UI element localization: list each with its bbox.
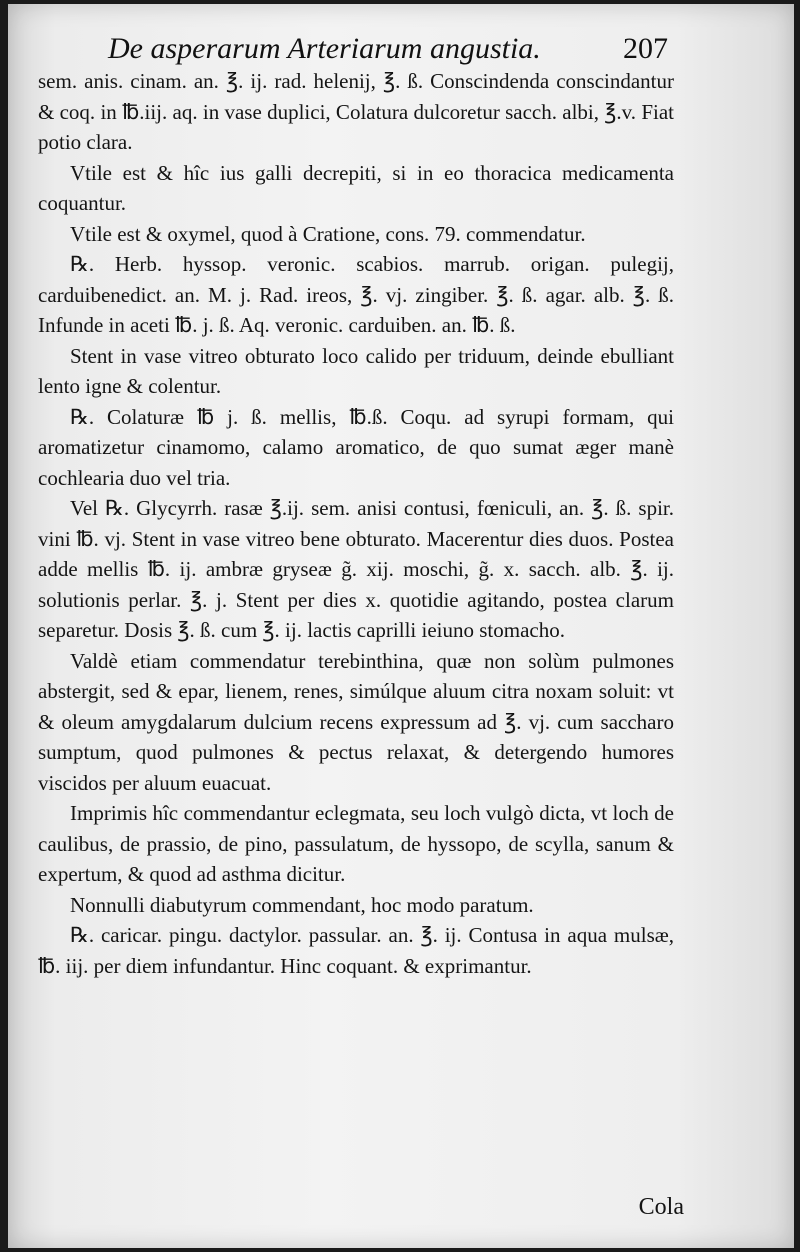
- paragraph: Imprimis hîc commendantur eclegmata, seu loch vulgò dicta, vt loch de caulibus, de prassio, de pino, passulatum, de hyssopo, de scylla, sanum & expertum, & quod ad asthma dicitur.: [38, 801, 674, 886]
- running-title: De asperarum Arteriarum angustia.: [108, 32, 541, 65]
- book-page: [8, 4, 794, 1248]
- paragraph: Vtile est & oxymel, quod à Cratione, cons. 79. commendatur.: [70, 221, 586, 246]
- paragraph: ℞. Colaturæ ℔ j. ß. mellis, ℔.ß. Coqu. ad syrupi formam, qui aromatizetur cinamomo, calamo aromatico, de quo sumat æger manè cochlearia duo vel tria.: [38, 404, 674, 490]
- paragraph: Valdè etiam commendatur terebinthina, quæ non solùm pulmones abstergit, sed & epar, lienem, renes, simúlque aluum citra noxam soluit: vt & oleum amygdalarum dulcium recens expressum ad ℥. vj. cum saccharo sumptum, quod pulmones & pectus relaxat, & detergendo humores viscidos per aluum euacuat.: [38, 648, 674, 795]
- paragraph: Vel ℞. Glycyrrh. rasæ ℥.ij. sem. anisi contusi, fœniculi, an. ℥. ß. spir. vini ℔. vj. Stent in vase vitreo bene obturato. Macerentur dies duos. Postea adde mellis ℔. ij. ambræ gryseæ g̃. xij. moschi, g̃. x. sacch. alb. ℥. ij. solutionis perlar. ℥. j. Stent per dies x. quotidie agitando, postea clarum separetur. Dosis ℥. ß. cum ℥. ij. lactis caprilli ieiuno stomacho.: [38, 496, 674, 642]
- catchword: Cola: [638, 1194, 684, 1220]
- page-number: 207: [623, 32, 668, 65]
- paragraph: Stent in vase vitreo obturato loco calido per triduum, deinde ebulliant lento igne & colentur.: [38, 343, 674, 398]
- body-text: [38, 66, 674, 981]
- paragraph: sem. anis. cinam. an. ℥. ij. rad. helenij, ℥. ß. Conscindenda conscindantur & coq. in ℔.iij. aq. in vase duplici, Colatura dulcoretur sacch. albi, ℥.v. Fiat potio clara.: [38, 69, 674, 154]
- paragraph: Nonnulli diabutyrum commendant, hoc modo paratum.: [70, 892, 534, 917]
- paragraph: ℞. Herb. hyssop. veronic. scabios. marrub. origan. pulegij, carduibenedict. an. M. j. Rad. ireos, ℥. vj. zingiber. ℥. ß. agar. alb. ℥. ß. Infunde in aceti ℔. j. ß. Aq. veronic. carduiben. an. ℔. ß.: [38, 252, 674, 337]
- paragraph: ℞. caricar. pingu. dactylor. passular. an. ℥. ij. Contusa in aqua mulsæ, ℔. iij. per diem infundantur. Hinc coquant. & exprimantur.: [38, 923, 674, 978]
- paragraph: Vtile est & hîc ius galli decrepiti, si in eo thoracica medicamenta coquantur.: [38, 160, 674, 215]
